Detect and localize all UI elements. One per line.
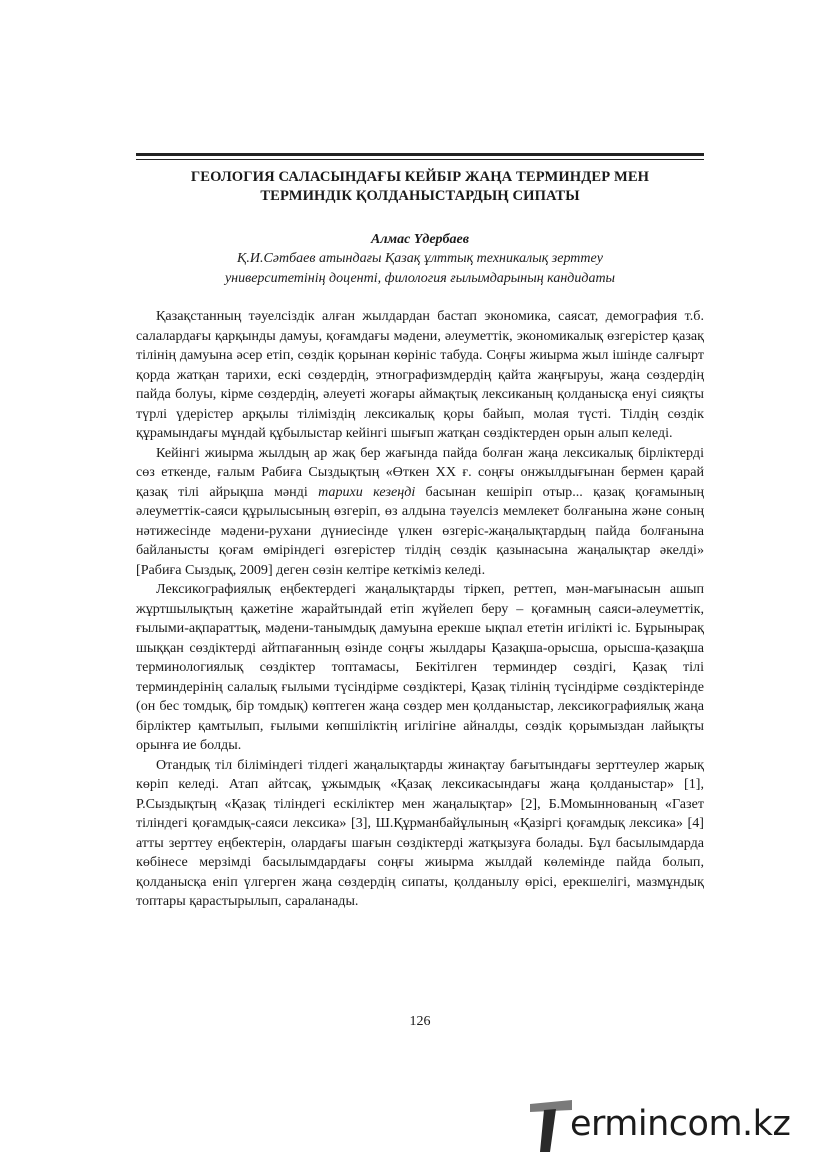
author-name: Алмас Үдербаев: [371, 232, 469, 247]
article-title-line-1: ГЕОЛОГИЯ САЛАСЫНДАҒЫ КЕЙБІР ЖАҢА ТЕРМИНДЕР МЕН: [190, 169, 650, 185]
author-affiliation: [120, 249, 720, 288]
article-title-line-2: ТЕРМИНДІК ҚОЛДАНЫСТАРДЫҢ СИПАТЫ: [260, 188, 580, 204]
logo-t-icon: [528, 1098, 574, 1154]
header-rule-thin: [136, 159, 704, 160]
paragraph-1: Қазақстанның тәуелсіздік алған жылдардан бастап экономика, саясат, демография т.б. салалардағы қарқынды дамуы, қоғамдағы мәдени, әлеуметтік, экономикалық өзгерістер қазақ тілінің дамуына әсер етіп, сөздік қорынан көрініс табуда. Соңғы жиырма жыл ішінде салғырт қорда жатқан тарихи, ескі сөздердің, этнографизмдердің қайта жаңғыруы, жаңа сөздердің пайда болуы, кірме сөздердің, әлеуеті жоғары аймақтық лексиканың қолданысқа енуі сияқты түрлі үдерістер арқылы тіліміздің лексикалық қоры байып, молая түсті. Тілдің сөздік құрамындағы мұндай құбылыстар кейінгі шығып жатқан сөздіктерден орын алып келеді.: [136, 308, 704, 441]
affiliation-line-1: Қ.И.Сәтбаев атындағы Қазақ ұлттық техникалық зерттеу: [237, 251, 603, 266]
logo-text: ermincom.kz: [570, 1104, 791, 1144]
paragraph-2-text-a: Кейінгі жиырма жылдың ар жақ бер жағында пайда болған жаңа лексикалық бірліктерді сөз еткенде, ғалым Рабиға Сыздықтың «Өткен ХХ ғ. соңғы онжылдығынан бермен қарай қазақ тілі айрықша мәнді: [136, 444, 704, 500]
termincom-logo: [528, 1098, 827, 1158]
article-body: [136, 307, 704, 912]
paragraph-4: Отандық тіл біліміндегі тілдегі жаңалықтарды жинақтау бағытындағы зерттеулер жарық көріп келеді. Атап айтсақ, ұжымдық «Қазақ лексикасындағы жаңа қолданыстар» [1], Р.Сыздықтың «Қазақ тіліндегі ескіліктер мен жаңалықтар» [2], Б.Момыннованың «Газет тіліндегі қоғамдық-саяси лексика» [3], Ш.Құрманбайұлының «Қазіргі қоғамдық лексика» [4] атты зерттеу еңбектерін, олардағы шағын сөздіктерді жатқызуға болады. Бұл басылымдарда көбінесе мерзімді басылымдардағы соңғы жиырма жылдай көлемінде пайда болып, қолданысқа еніп үлгерген жаңа сөздердің сипаты, қолданылу өрісі, ерекшелігі, мазмұндық топтары қарастырылып, сараланады.: [136, 756, 704, 909]
paragraph-3: Лексикографиялық еңбектердегі жаңалықтарды тіркеп, реттеп, мән-мағынасын ашып жұртшылықтың қажетіне жарайтындай етіп жүйелеп беру – қоғамның саяси-әлеуметтік, ғылыми-ақпараттық, мәдени-танымдық дамуына ерекше ықпал ететін игілікті іс. Бұрынырақ шыққан сөздіктерді айтпағанның өзінде соңғы жылдары Қазақша-орысша, орысша-қазақша терминологиялық сөздіктер топтамасы, Бекітілген терминдер сөздігі, Қазақ тілі терминдерінің салалық ғылыми түсіндірме сөздіктері, Қазақ тілінің түсіндірме сөздіктерінде (он бес томдық, бір томдық) көптеген жаңа сөздер мен қолданыстар, лексикографиялық жаңа бірліктер қамтылып, ғылыми көпшіліктің игілігіне айналды, сөздік қорымыздан лайықты орынға ие болды.: [136, 581, 704, 753]
paragraph-2-emphasis: тарихи кезеңді: [318, 483, 416, 500]
paragraph-2-text-b: басынан кешіріп отыр... қазақ қоғамының әлеуметтік-саяси құрылысының өзгеріп, өз алдына тәуелсіз мемлекет болғанына және соның нәтижесінде мәдени-рухани дүниесінде үлкен өзгеріс-жаңалықтардың пайда болғанына байланысты қоғам өміріндегі өзгерістер тілдің сөздік қазынасына жаңалықтар әкелді» [Рабиға Сыздық, 2009] деген сөзін келтіре кеткіміз келеді.: [136, 483, 705, 578]
paragraph-2: [136, 444, 704, 581]
header-rule-thick: [136, 153, 704, 156]
affiliation-line-2: университетінің доценті, филология ғылымдарының кандидаты: [224, 270, 616, 286]
page-number: 126: [409, 1014, 431, 1029]
article-title: [120, 168, 720, 206]
